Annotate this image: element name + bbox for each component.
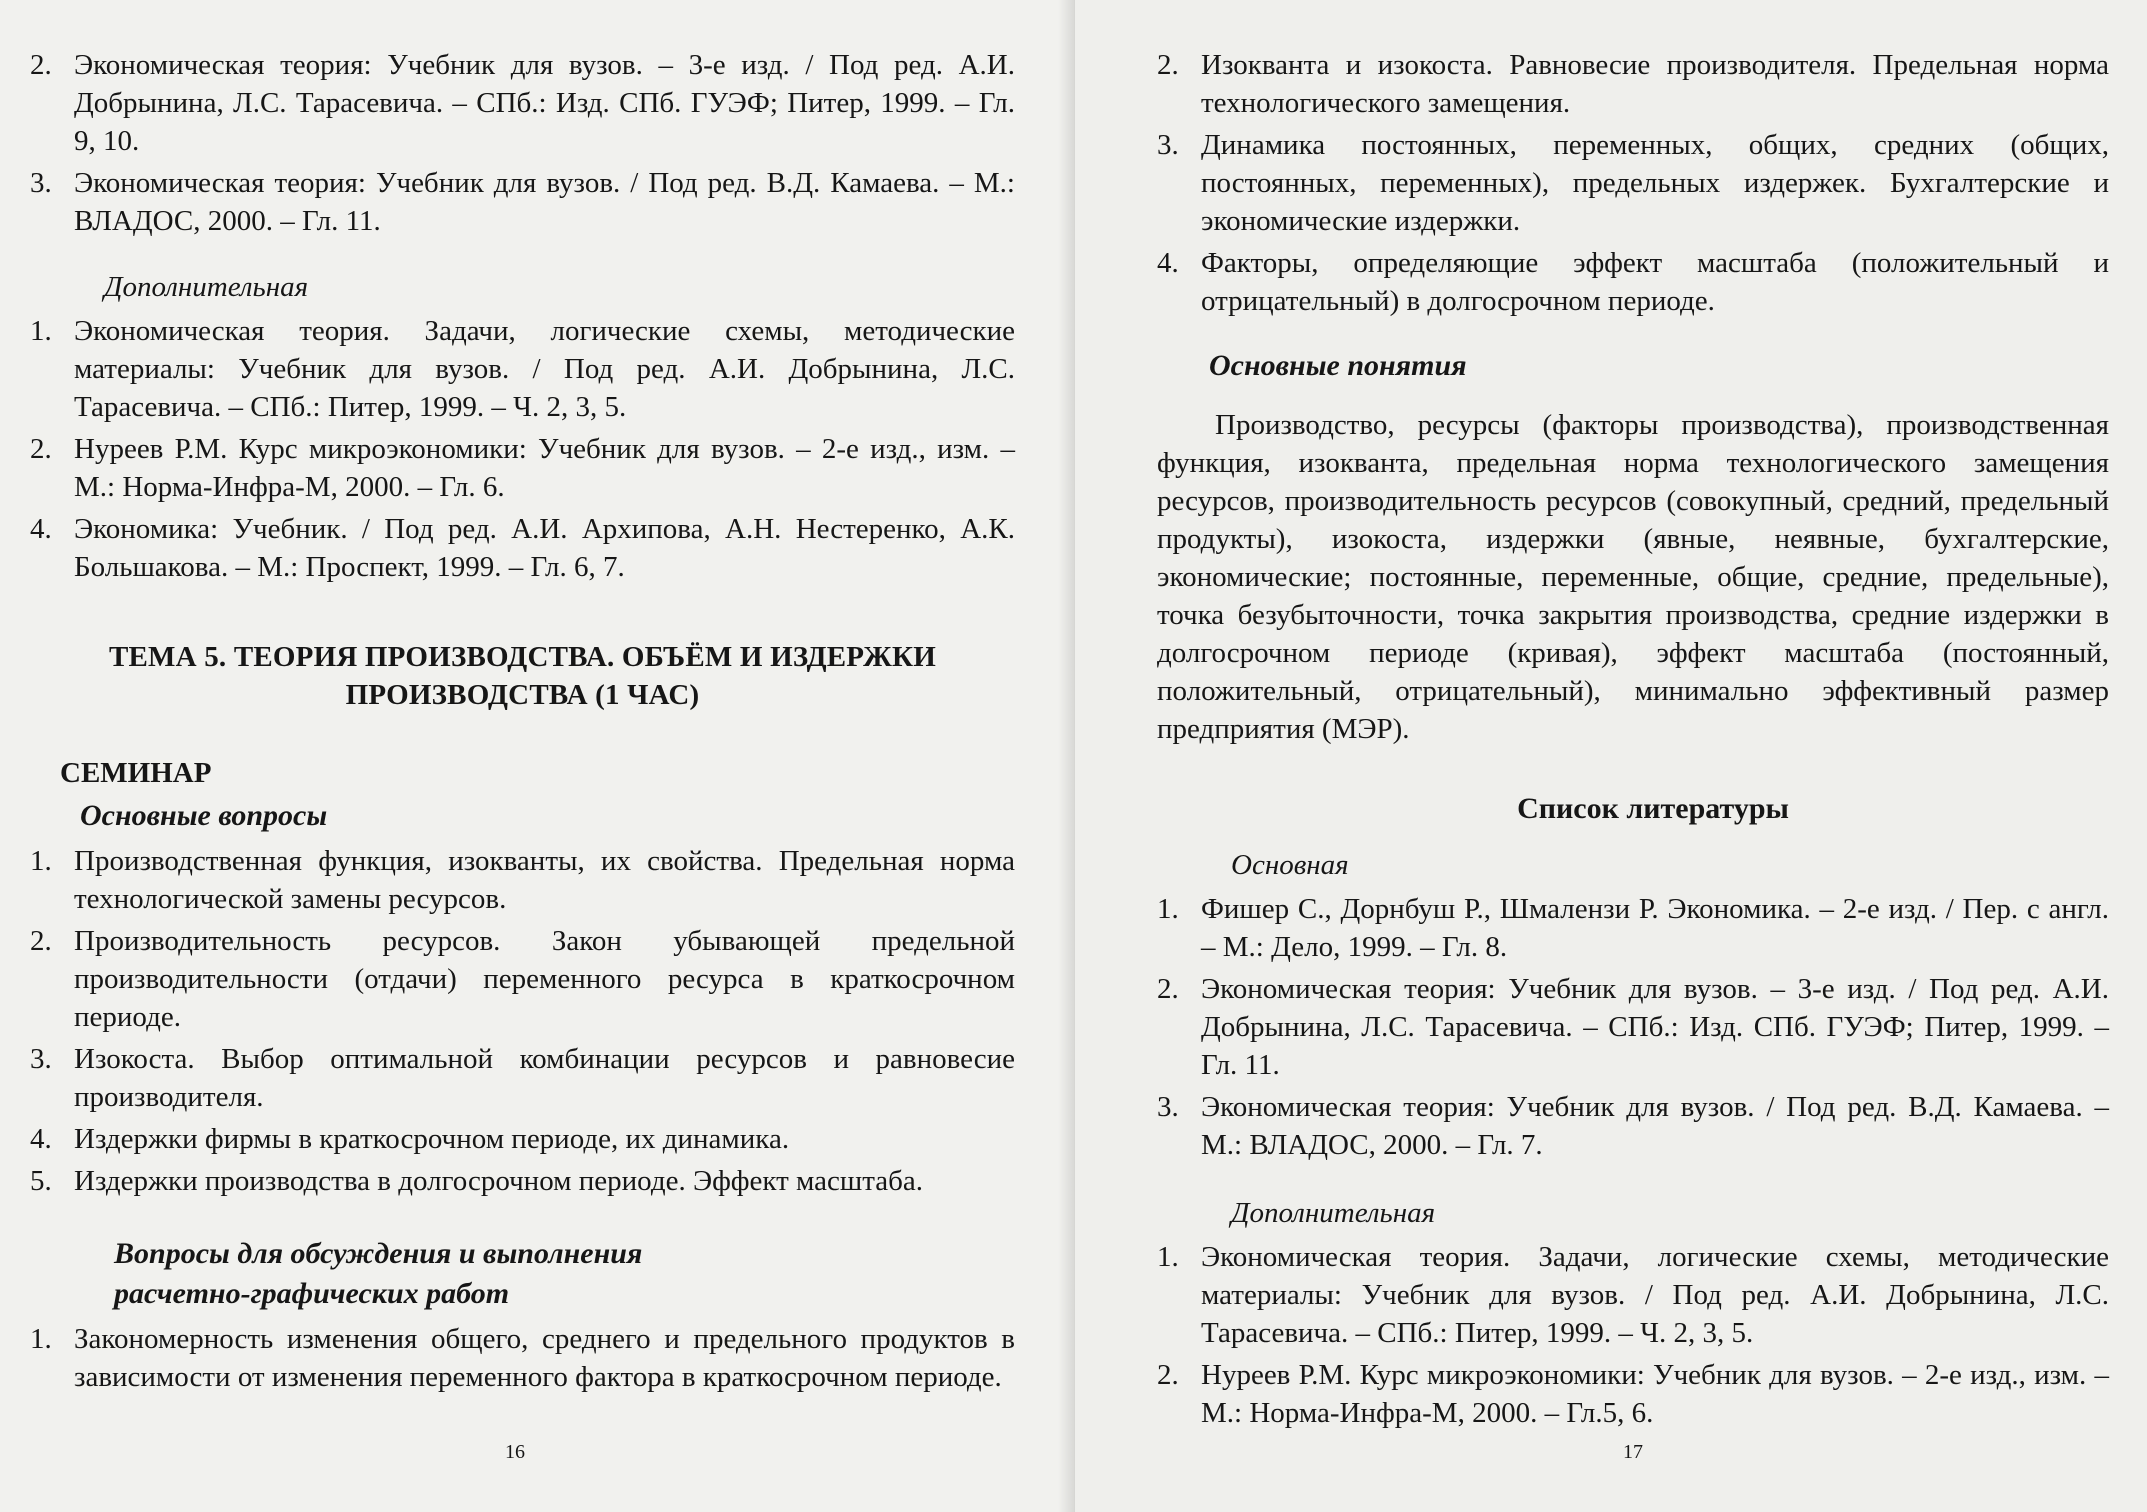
list-number: 2. (1157, 1359, 1179, 1391)
discussion-list (30, 1320, 1015, 1396)
literature-heading: Список литературы (1517, 792, 1789, 825)
list-item (1157, 244, 2109, 320)
list-text: Экономика: Учебник. / Под ред. А.И. Архипова, А.Н. Нестеренко, А.К. Большакова. – М.: Проспект, 1999. – Гл. 6, 7. (74, 513, 1015, 583)
seminar-heading: СЕМИНАР (60, 757, 212, 789)
additional-label: Дополнительная (104, 271, 309, 303)
concepts-paragraph: Производство, ресурсы (факторы производства), производственная функция, изокванта, предельная норма технологического замещения ресурсов, производительность ресурсов (совокупный, средний, предельный продукты), изокоста, издержки (явные, неявные, бухгалтерские, экономические; постоянные, переменные, общие, средние, предельные), точка безубыточности, точка закрытия производства, средние издержки в долгосрочном периоде (кривая), эффект масштаба (постоянный, положительный, отрицательный), минимально эффективный размер предприятия (МЭР). (1157, 409, 2109, 745)
list-item (1157, 970, 2109, 1084)
list-number: 4. (30, 1123, 52, 1155)
list-number: 1. (30, 845, 52, 877)
page-number: 17 (1623, 1441, 1643, 1463)
additional-literature-label: Дополнительная (1231, 1197, 1436, 1229)
list-number: 2. (1157, 973, 1179, 1005)
list-text: Фишер С., Дорнбуш Р., Шмалензи Р. Экономика. – 2-е изд. / Пер. с англ. – М.: Дело, 1999. – Гл. 8. (1201, 893, 2109, 963)
list-item (30, 842, 1015, 918)
list-number: 1. (1157, 893, 1179, 925)
topic-line-1: ТЕМА 5. ТЕОРИЯ ПРОИЗВОДСТВА. ОБЪЁМ И ИЗДЕРЖКИ (108, 641, 937, 673)
list-text: Нуреев Р.М. Курс микроэкономики: Учебник для вузов. – 2-е изд., изм. – М.: Норма-Инфра-М, 2000. – Гл. 6. (74, 433, 1015, 503)
page-number: 16 (505, 1441, 525, 1463)
list-item (30, 1320, 1015, 1396)
list-item (1157, 126, 2109, 240)
list-number: 3. (1157, 1091, 1179, 1123)
discussion-list-continued (1157, 46, 2109, 320)
page-right (1075, 0, 2147, 1512)
list-number: 5. (30, 1165, 52, 1197)
list-text: Производственная функция, изокванты, их свойства. Предельная норма технологической замены ресурсов. (74, 845, 1015, 915)
list-text: Нуреев Р.М. Курс микроэкономики: Учебник для вузов. – 2-е изд., изм. – М.: Норма-Инфра-М, 2000. – Гл.5, 6. (1201, 1359, 2109, 1429)
literature-list-continued (30, 46, 1015, 240)
list-item (30, 510, 1015, 586)
list-text: Экономическая теория. Задачи, логические схемы, методические материалы: Учебник для вузов. / Под ред. А.И. Добрынина, Л.С. Тарасевича. – СПб.: Питер, 1999. – Ч. 2, 3, 5. (74, 315, 1015, 423)
list-text: Изокванта и изокоста. Равновесие производителя. Предельная норма технологического замещения. (1201, 49, 2109, 119)
list-number: 3. (1157, 129, 1179, 161)
list-text: Экономическая теория. Задачи, логические схемы, методические материалы: Учебник для вузов. / Под ред. А.И. Добрынина, Л.С. Тарасевича. – СПб.: Питер, 1999. – Ч. 2, 3, 5. (1201, 1241, 2109, 1349)
list-item (30, 430, 1015, 506)
list-text: Экономическая теория: Учебник для вузов. – 3-е изд. / Под ред. А.И. Добрынина, Л.С. Тарасевича. – СПб.: Изд. СПб. ГУЭФ; Питер, 1999. – Гл. 9, 10. (74, 49, 1015, 157)
list-number: 1. (1157, 1241, 1179, 1273)
list-number: 2. (30, 925, 52, 957)
list-item (30, 922, 1015, 1036)
list-item (1157, 1356, 2109, 1432)
list-number: 2. (30, 433, 52, 465)
list-text: Экономическая теория: Учебник для вузов. – 3-е изд. / Под ред. А.И. Добрынина, Л.С. Тарасевича. – СПб.: Изд. СПб. ГУЭФ; Питер, 1999. – Гл. 11. (1201, 973, 2109, 1081)
list-number: 4. (30, 513, 52, 545)
list-text: Производительность ресурсов. Закон убывающей предельной производительности (отдачи) переменного ресурса в краткосрочном периоде. (74, 925, 1015, 1033)
additional-literature-list-right (1157, 1238, 2109, 1432)
list-item (30, 312, 1015, 426)
discussion-label-line-2: расчетно-графических работ (114, 1277, 510, 1310)
list-number: 2. (30, 49, 52, 81)
list-item (1157, 46, 2109, 122)
topic-heading (30, 638, 1015, 714)
additional-literature-list (30, 312, 1015, 586)
list-item (30, 46, 1015, 160)
list-item (1157, 1238, 2109, 1352)
list-number: 1. (30, 315, 52, 347)
list-item (30, 1040, 1015, 1116)
main-literature-list (1157, 890, 2109, 1164)
list-number: 3. (30, 167, 52, 199)
list-number: 1. (30, 1323, 52, 1355)
list-number: 4. (1157, 247, 1179, 279)
list-number: 2. (1157, 49, 1179, 81)
list-text: Динамика постоянных, переменных, общих, средних (общих, постоянных, переменных), предельных издержек. Бухгалтерские и экономические издержки. (1201, 129, 2109, 237)
list-item (30, 1162, 1015, 1200)
main-questions-list (30, 842, 1015, 1200)
list-text: Экономическая теория: Учебник для вузов. / Под ред. В.Д. Камаева. – М.: ВЛАДОС, 2000. – Гл. 7. (1201, 1091, 2109, 1161)
list-item (30, 164, 1015, 240)
list-text: Изокоста. Выбор оптимальной комбинации ресурсов и равновесие производителя. (74, 1043, 1015, 1113)
list-text: Издержки фирмы в краткосрочном периоде, их динамика. (74, 1123, 790, 1155)
concepts-label: Основные понятия (1209, 349, 1467, 382)
list-item (1157, 890, 2109, 966)
main-literature-label: Основная (1231, 849, 1349, 881)
list-text: Экономическая теория: Учебник для вузов. / Под ред. В.Д. Камаева. – М.: ВЛАДОС, 2000. – Гл. 11. (74, 167, 1015, 237)
main-questions-label: Основные вопросы (80, 799, 328, 832)
list-item (30, 1120, 1015, 1158)
list-text: Издержки производства в долгосрочном периоде. Эффект масштаба. (74, 1165, 924, 1197)
list-text: Факторы, определяющие эффект масштаба (положительный и отрицательный) в долгосрочном периоде. (1201, 247, 2109, 317)
list-item (1157, 1088, 2109, 1164)
discussion-label (114, 1234, 1015, 1314)
list-number: 3. (30, 1043, 52, 1075)
discussion-label-line-1: Вопросы для обсуждения и выполнения (114, 1237, 643, 1270)
topic-line-2: ПРОИЗВОДСТВА (1 ЧАС) (345, 679, 700, 711)
list-text: Закономерность изменения общего, среднего и предельного продуктов в зависимости от изменения переменного фактора в краткосрочном периоде. (74, 1323, 1015, 1393)
